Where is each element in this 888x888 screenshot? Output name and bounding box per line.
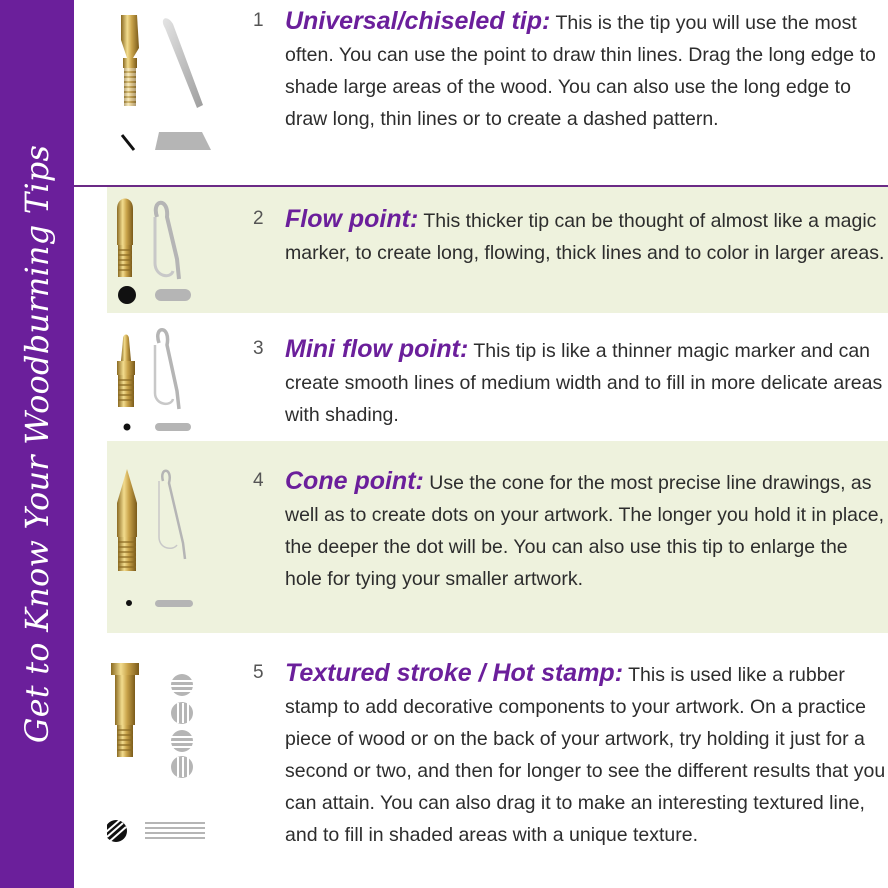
- tip-text-1: [253, 5, 888, 135]
- hot-stamp-icon: [107, 633, 217, 888]
- tip-text-5: [253, 657, 888, 851]
- tip-section-1: [107, 0, 888, 185]
- tip-text-2: [253, 203, 888, 269]
- tip-number-1: 1: [253, 10, 264, 31]
- tip-body-3: This tip is like a thinner magic marker and can create smooth lines of medium width and to fill in more delicate areas with shading.: [285, 340, 883, 426]
- tip-section-3: [107, 313, 888, 441]
- tip-section-4: [107, 441, 888, 633]
- tip-number-2: 2: [253, 208, 264, 229]
- tip-body-2: This thicker tip can be thought of almost like a magic marker, to create long, flowing, thick lines and to color in larger areas.: [285, 210, 885, 264]
- tip-body-4: Use the cone for the most precise line drawings, as well as to create dots on your artwork. The longer you hold it in place, the deeper the dot will be. You can also use this tip to enlarge the hole for tying your smaller artwork.: [285, 472, 885, 590]
- tip-heading-5: Textured stroke / Hot stamp:: [285, 659, 624, 687]
- chisel-tip-icon: [107, 0, 217, 185]
- tip-number-4: 4: [253, 470, 264, 491]
- tip-body-5: This is used like a rubber stamp to add decorative components to your artwork. On a practice piece of wood or on the back of your artwork, try holding it just for a second or two, and then for longer to see the different results that you can attain. You can also drag it to make an interesting textured line, and to fill in shaded areas with a unique texture.: [285, 664, 886, 846]
- tip-number-3: 3: [253, 338, 264, 359]
- flow-point-icon: [107, 187, 217, 313]
- cone-point-icon: [107, 441, 217, 633]
- sidebar: [0, 0, 74, 888]
- tip-heading-2: Flow point:: [285, 205, 419, 233]
- mini-flow-point-icon: [107, 313, 217, 441]
- tip-number-5: 5: [253, 662, 264, 683]
- tip-text-4: [253, 465, 888, 595]
- tip-heading-3: Mini flow point:: [285, 335, 469, 363]
- tip-section-5: [107, 633, 888, 888]
- tip-body-1: This is the tip you will use the most often. You can use the point to draw thin lines. Drag the long edge to shade large areas of the wood. You can also use the long edge to draw long, thin lines or to create a dashed pattern.: [285, 12, 876, 130]
- tip-text-3: [253, 333, 888, 431]
- tip-section-2: [107, 187, 888, 313]
- tip-heading-1: Universal/chiseled tip:: [285, 7, 551, 35]
- tip-heading-4: Cone point:: [285, 467, 424, 495]
- sidebar-title: Get to Know Your Woodburning Tips: [18, 144, 56, 744]
